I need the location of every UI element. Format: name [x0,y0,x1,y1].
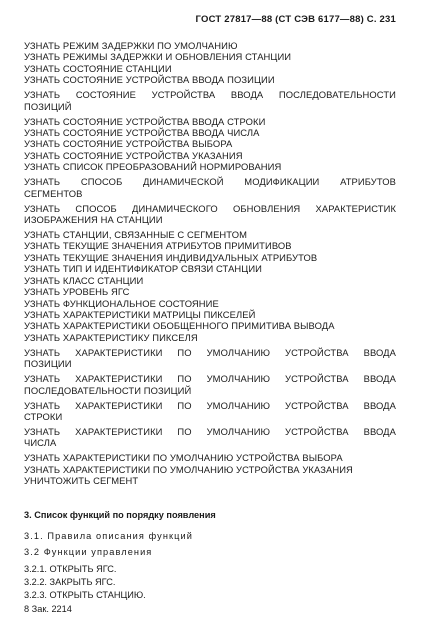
function-entry-line-1: УЗНАТЬ ХАРАКТЕРИСТИКИ ОБОБЩЕННОГО ПРИМИТИВА ВЫВОДА [24,320,335,332]
function-entry [24,400,396,423]
function-entry-line-1: УЗНАТЬ ФУНКЦИОНАЛЬНОЕ СОСТОЯНИЕ [24,297,219,309]
function-entry [24,150,396,161]
function-entry-line-1: УЗНАТЬ СПОСОБ ДИНАМИЧЕСКОГО ОБНОВЛЕНИЯ ХАРАКТЕРИСТИК [24,202,396,214]
function-entry-line-1: УЗНАТЬ ХАРАКТЕРИСТИКИ ПО УМОЛЧАНИЮ УСТРОЙСТВА ВВОДА [24,425,396,437]
function-entry-line-1: УЗНАТЬ КЛАСС СТАНЦИИ [24,274,144,286]
function-entry [24,116,396,127]
function-entry [24,161,396,172]
function-entry [24,40,396,51]
function-entry-line-2: ЧИСЛА [24,437,57,449]
function-entry [24,263,396,274]
function-entry-line-1: УЗНАТЬ ТЕКУЩИЕ ЗНАЧЕНИЯ АТРИБУТОВ ПРИМИТИВОВ [24,240,292,252]
function-list [24,40,396,487]
function-entry-line-1: УЗНАТЬ СОСТОЯНИЕ СТАНЦИИ [24,62,172,74]
page-header: ГОСТ 27817—88 (СТ СЭВ 6177—88) С. 231 [195,14,396,25]
function-entry [24,298,396,309]
function-entry [24,475,396,486]
function-entry [24,309,396,320]
function-entry-line-1: УЗНАТЬ ТЕКУЩИЕ ЗНАЧЕНИЯ ИНДИВИДУАЛЬНЫХ АТРИБУТОВ [24,251,318,263]
function-entry [24,229,396,240]
subsection-item-3: 3.2.3. ОТКРЫТЬ СТАНЦИЮ. [24,590,146,600]
function-entry [24,252,396,263]
function-entry [24,138,396,149]
function-entry-line-1: УЗНАТЬ СОСТОЯНИЕ УСТРОЙСТВА ВВОДА СТРОКИ [24,115,266,127]
subsection-item-1: 3.2.1. ОТКРЫТЬ ЯГС. [24,564,117,574]
function-entry-line-1: УЗНАТЬ СОСТОЯНИЕ УСТРОЙСТВА ВВОДА ПОСЛЕДОВАТЕЛЬНОСТИ [24,89,396,101]
function-entry [24,240,396,251]
function-entry-line-1: УНИЧТОЖИТЬ СЕГМЕНТ [24,475,139,487]
subsection-rules: 3.1. Правила описания функций [24,531,193,541]
function-entry [24,51,396,62]
function-entry-line-1: УЗНАТЬ ХАРАКТЕРИСТИКУ ПИКСЕЛЯ [24,331,198,343]
function-entry-line-1: УЗНАТЬ СПИСОК ПРЕОБРАЗОВАНИЙ НОРМИРОВАНИЯ [24,161,282,173]
function-entry-line-1: УЗНАТЬ ХАРАКТЕРИСТИКИ ПО УМОЛЧАНИЮ УСТРОЙСТВА ВЫБОРА [24,452,343,464]
function-entry-line-1: УЗНАТЬ ХАРАКТЕРИСТИКИ МАТРИЦЫ ПИКСЕЛЕЙ [24,308,256,320]
section-title: 3. Список функций по порядку появления [24,510,216,520]
function-entry-line-1: УЗНАТЬ РЕЖИМ ЗАДЕРЖКИ ПО УМОЛЧАНИЮ [24,40,238,51]
function-entry-line-2: ПОЗИЦИЙ [24,100,72,112]
function-entry-line-1: УЗНАТЬ УРОВЕНЬ ЯГС [24,286,130,298]
function-entry-line-2: ПОСЛЕДОВАТЕЛЬНОСТИ ПОЗИЦИЙ [24,384,192,396]
function-entry [24,127,396,138]
function-entry-line-2: СЕГМЕНТОВ [24,187,83,199]
function-entry-line-1: УЗНАТЬ СОСТОЯНИЕ УСТРОЙСТВА ВВОДА ЧИСЛА [24,127,260,139]
function-entry-line-1: УЗНАТЬ СОСТОЯНИЕ УСТРОЙСТВА ВВОДА ПОЗИЦИИ [24,74,275,86]
function-entry [24,203,396,226]
function-entry-line-1: УЗНАТЬ СТАНЦИИ, СВЯЗАННЫЕ С СЕГМЕНТОМ [24,229,247,241]
function-entry-line-2: СТРОКИ [24,410,63,422]
function-entry-line-1: УЗНАТЬ РЕЖИМЫ ЗАДЕРЖКИ И ОБНОВЛЕНИЯ СТАНЦИИ [24,51,292,63]
function-entry [24,373,396,396]
function-entry [24,452,396,463]
function-entry [24,63,396,74]
function-entry-line-1: УЗНАТЬ ХАРАКТЕРИСТИКИ ПО УМОЛЧАНИЮ УСТРОЙСТВА УКАЗАНИЯ [24,463,353,475]
function-entry [24,275,396,286]
function-entry-line-1: УЗНАТЬ ХАРАКТЕРИСТИКИ ПО УМОЛЧАНИЮ УСТРОЙСТВА ВВОДА [24,346,396,358]
function-entry [24,332,396,343]
function-entry-line-2: ИЗОБРАЖЕНИЯ НА СТАНЦИИ [24,214,163,226]
subsection-control-functions: 3.2 Функции управления [24,547,153,557]
function-entry [24,464,396,475]
function-entry-line-1: УЗНАТЬ ТИП И ИДЕНТИФИКАТОР СВЯЗИ СТАНЦИИ [24,263,263,275]
function-entry [24,74,396,85]
function-entry-line-1: УЗНАТЬ СПОСОБ ДИНАМИЧЕСКОЙ МОДИФИКАЦИИ АТРИБУТОВ [24,176,396,188]
function-entry [24,320,396,331]
function-entry-line-1: УЗНАТЬ ХАРАКТЕРИСТИКИ ПО УМОЛЧАНИЮ УСТРОЙСТВА ВВОДА [24,399,396,411]
page-footer: 8 Зак. 2214 [24,604,72,614]
function-entry [24,347,396,370]
function-entry [24,89,396,112]
function-entry [24,176,396,199]
function-entry-line-1: УЗНАТЬ ХАРАКТЕРИСТИКИ ПО УМОЛЧАНИЮ УСТРОЙСТВА ВВОДА [24,373,396,385]
subsection-item-2: 3.2.2. ЗАКРЫТЬ ЯГС. [24,577,116,587]
function-entry-line-2: ПОЗИЦИИ [24,358,72,370]
function-entry-line-1: УЗНАТЬ СОСТОЯНИЕ УСТРОЙСТВА ВЫБОРА [24,138,233,150]
function-entry [24,286,396,297]
function-entry-line-1: УЗНАТЬ СОСТОЯНИЕ УСТРОЙСТВА УКАЗАНИЯ [24,149,243,161]
function-entry [24,426,396,449]
